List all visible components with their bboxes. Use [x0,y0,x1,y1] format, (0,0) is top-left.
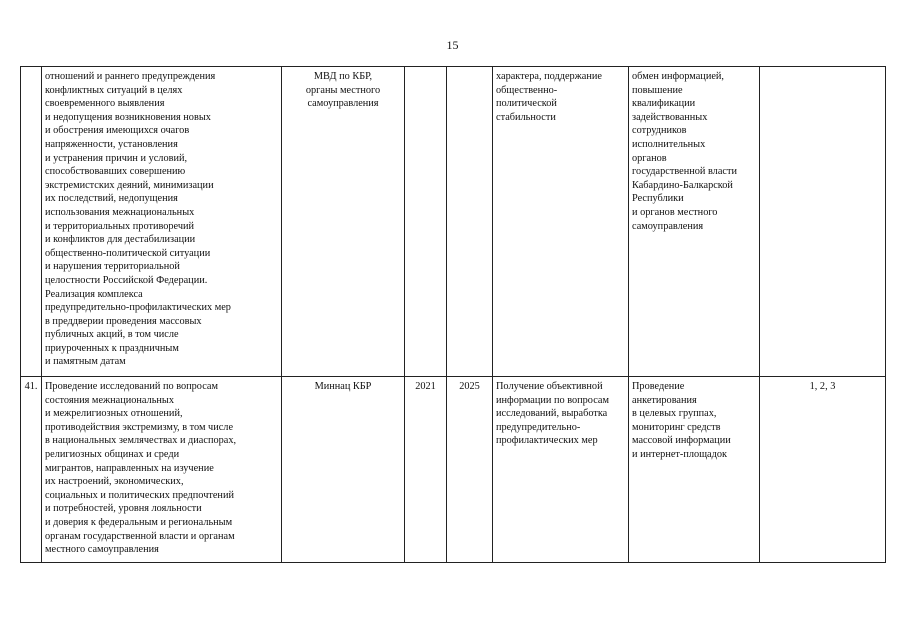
page-number: 15 [446,38,459,52]
indicator-cell: Проведение анкетирования в целевых группах, мониторинг средств массовой информации и интернет-площадок [629,377,760,563]
activity-cell: Проведение исследований по вопросам состояния межнациональных и межрелигиозных отношений, противодействия экстремизму, в том числе в национальных землячествах и диаспорах, религиозных общинах и среди мигрантов, направленных на изучение их настроений, экономических, социальных и политических предпочтений и потребностей, уровня лояльности и доверия к федеральным и региональным органам государственной власти и органам местного самоуправления [42,377,282,563]
indicator-cell: обмен информацией, повышение квалификации задействованных сотрудников исполнительных органов государственной власти Кабардино-Балкарской Республики и органов местного самоуправления [629,67,760,377]
expected-result-cell: характера, поддержание общественно- политической стабильности [493,67,629,377]
responsible-cell: Миннац КБР [282,377,405,563]
year-start-cell: 2021 [405,377,447,563]
goals-cell [760,67,886,377]
measures-table [20,66,886,563]
table-row [21,67,886,377]
expected-result-cell: Получение объективной информации по вопросам исследований, выработка предупредительно- профилактических мер [493,377,629,563]
row-number-cell [21,67,42,377]
responsible-cell: МВД по КБР, органы местного самоуправления [282,67,405,377]
activity-cell: отношений и раннего предупреждения конфликтных ситуаций в целях своевременного выявления и недопущения возникновения новых и обострения имеющихся очагов напряженности, установления и устранения причин и условий, способствовавших совершению экстремистских деяний, минимизации их последствий, недопущения использования межнациональных и территориальных противоречий и конфликтов для дестабилизации общественно-политической ситуации и нарушения территориальной целостности Российской Федерации. Реализация комплекса предупредительно-профилактических мер в преддверии проведения массовых публичных акций, в том числе приуроченных к праздничным и памятным датам [42,67,282,377]
goals-cell: 1, 2, 3 [760,377,886,563]
table-row [21,377,886,563]
year-start-cell [405,67,447,377]
year-end-cell: 2025 [447,377,493,563]
year-end-cell [447,67,493,377]
row-number-cell: 41. [21,377,42,563]
